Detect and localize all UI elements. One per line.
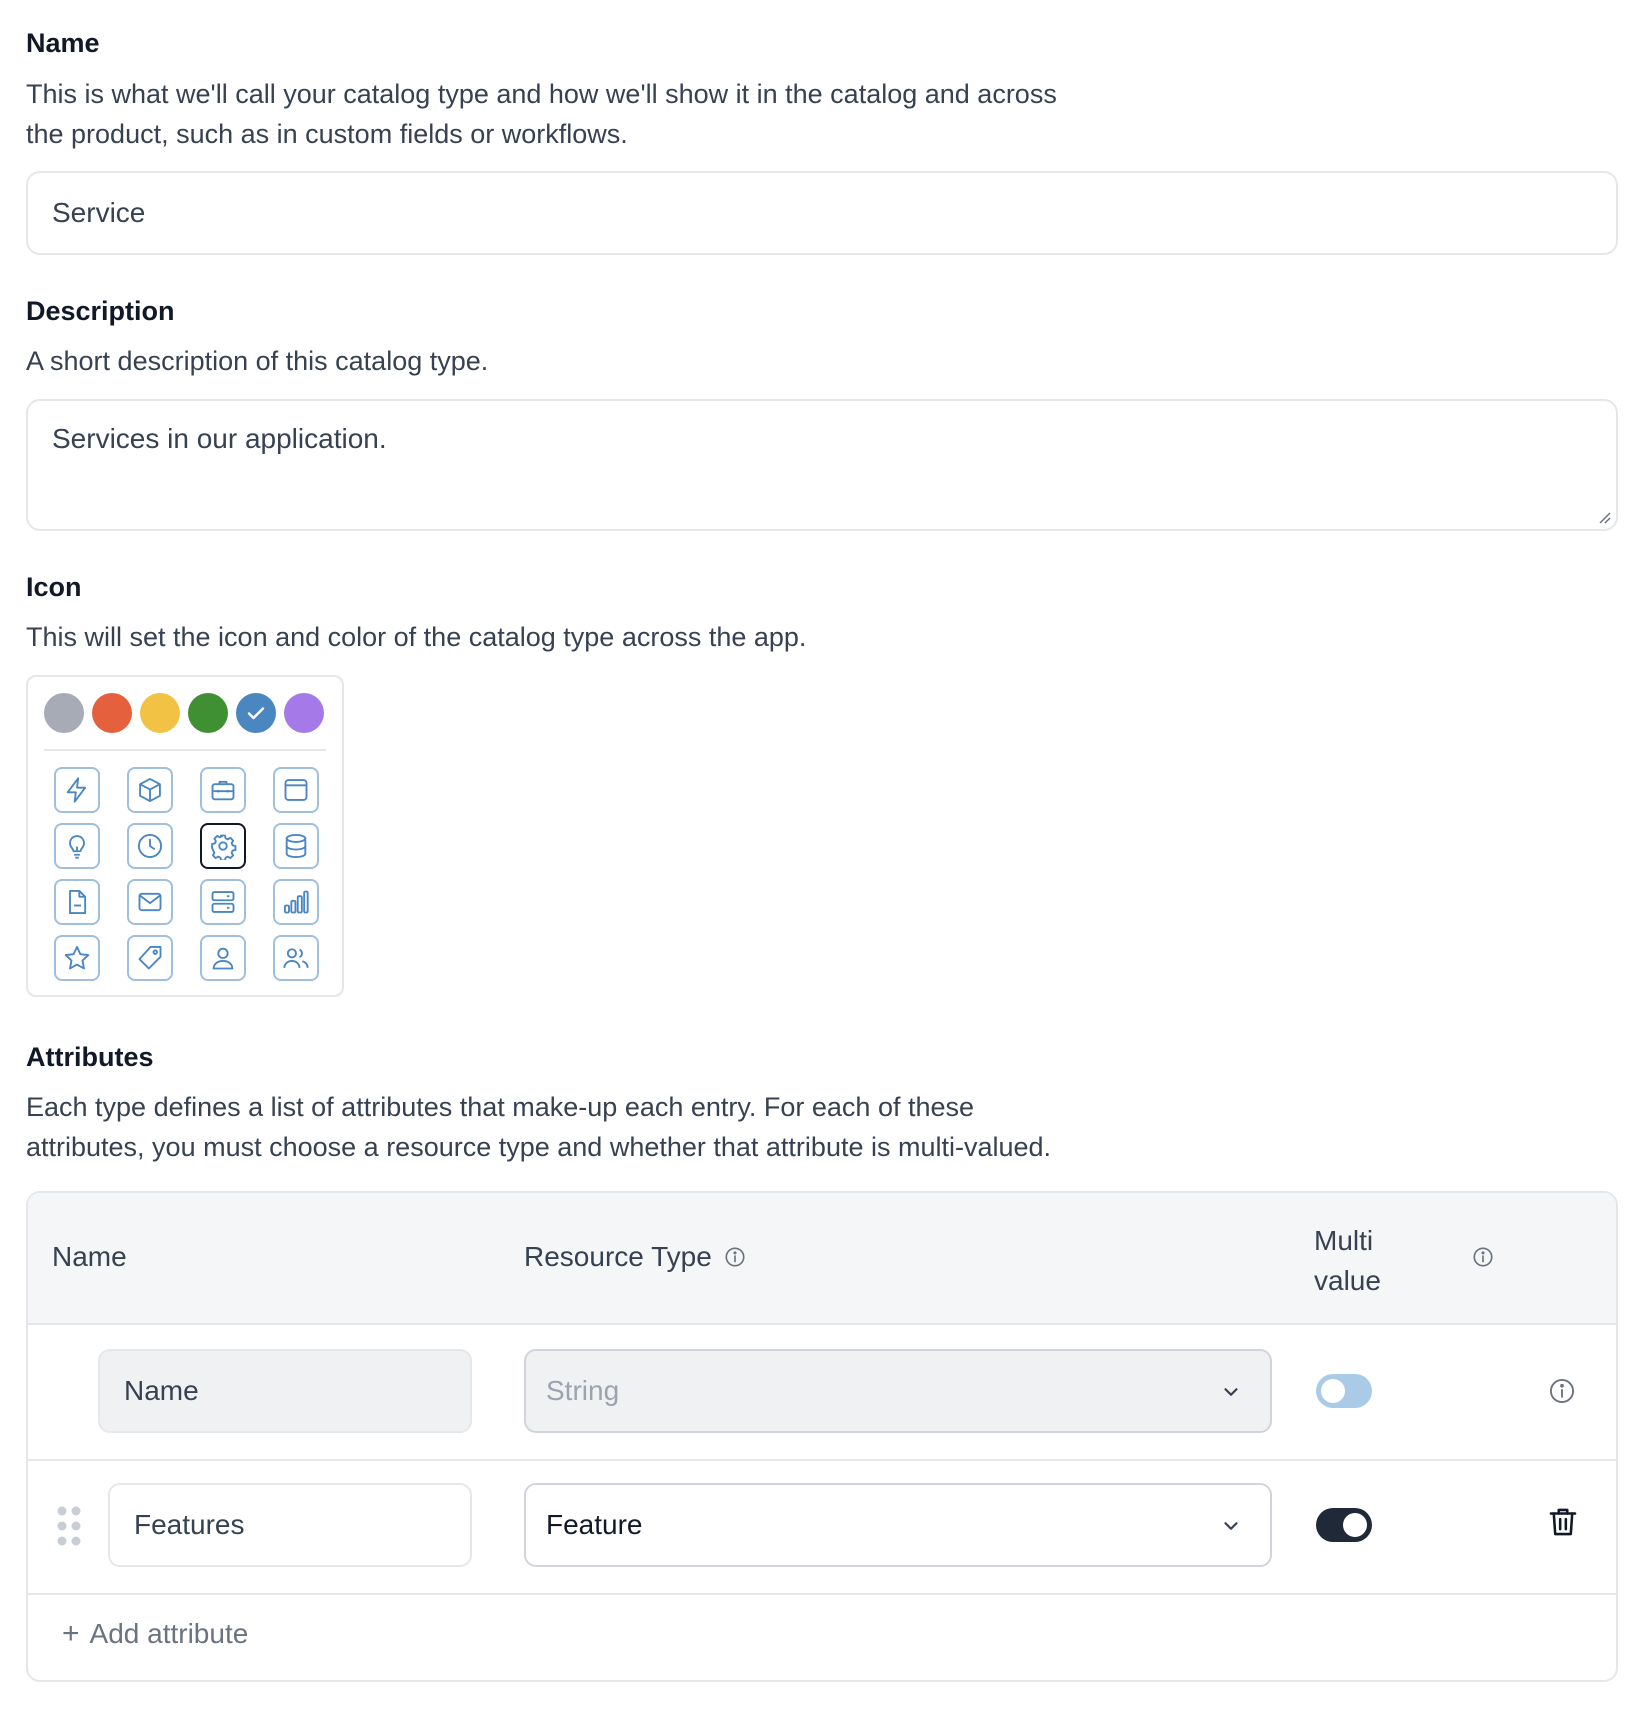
attributes-help-line2: attributes, you must choose a resource type and whether that attribute is multi-valued.: [26, 1132, 1052, 1162]
check-icon: [244, 701, 268, 725]
name-help: [26, 74, 1057, 154]
toggle-knob: [1343, 1513, 1367, 1537]
description-textarea-value: Services in our application.: [52, 423, 387, 454]
attribute-row: [28, 1325, 1616, 1461]
column-header-resource-type: [524, 1241, 746, 1273]
description-textarea[interactable]: [26, 399, 1618, 531]
add-attribute-row: [28, 1593, 1616, 1682]
attributes-help: [26, 1087, 1051, 1167]
icon-option-bolt[interactable]: [54, 767, 100, 813]
attributes-label: Attributes: [26, 1042, 154, 1072]
icon-option-browser[interactable]: [273, 767, 319, 813]
clock-icon: [136, 832, 164, 860]
resource-type-value: String: [546, 1375, 620, 1406]
drag-handle-icon[interactable]: [56, 1505, 82, 1547]
icon-picker: [26, 675, 344, 997]
file-icon: [63, 888, 91, 916]
bolt-icon: [63, 776, 91, 804]
column-header-multi-line1: Multi: [1314, 1225, 1374, 1256]
icon-option-database[interactable]: [273, 823, 319, 869]
name-input[interactable]: [26, 171, 1618, 255]
color-swatch-yellow[interactable]: [140, 693, 180, 733]
icon-option-mail[interactable]: [127, 879, 173, 925]
resource-type-select: [524, 1349, 1272, 1433]
icon-option-briefcase[interactable]: [200, 767, 246, 813]
attribute-name-input: [98, 1349, 472, 1433]
trash-icon[interactable]: [1546, 1505, 1580, 1539]
attributes-table-header: [28, 1193, 1616, 1325]
column-header-resource-type-label: Resource Type: [524, 1241, 712, 1272]
attributes-help-line1: Each type defines a list of attributes that make-up each entry. For each of these: [26, 1092, 975, 1122]
icon-help: This will set the icon and color of the catalog type across the app.: [26, 622, 807, 652]
icon-option-gear[interactable]: [200, 823, 246, 869]
bar-chart-icon: [282, 888, 310, 916]
browser-icon: [282, 776, 310, 804]
color-swatch-violet[interactable]: [284, 693, 324, 733]
chevron-down-icon: [1220, 1515, 1242, 1537]
attribute-name-value: Features: [134, 1509, 245, 1540]
add-attribute-button[interactable]: [62, 1617, 248, 1651]
picker-divider: [44, 749, 326, 751]
attribute-name-input[interactable]: [108, 1483, 472, 1567]
color-swatch-blue[interactable]: [236, 693, 276, 733]
resize-handle-icon[interactable]: [1596, 509, 1612, 525]
column-header-multi-value: [1314, 1221, 1381, 1301]
column-header-multi-line2: value: [1314, 1265, 1381, 1296]
attribute-row: [28, 1459, 1616, 1595]
toggle-knob: [1321, 1379, 1345, 1403]
color-swatch-red[interactable]: [92, 693, 132, 733]
info-icon[interactable]: [724, 1246, 746, 1268]
color-swatch-green[interactable]: [188, 693, 228, 733]
briefcase-icon: [209, 776, 237, 804]
name-label: Name: [26, 28, 100, 58]
database-icon: [282, 832, 310, 860]
color-swatch-grey[interactable]: [44, 693, 84, 733]
mail-icon: [136, 888, 164, 916]
description-help: A short description of this catalog type.: [26, 346, 489, 376]
server-icon: [209, 888, 237, 916]
icon-option-user[interactable]: [200, 935, 246, 981]
gear-icon: [209, 832, 237, 860]
users-icon: [282, 944, 310, 972]
icon-option-bar-chart[interactable]: [273, 879, 319, 925]
info-icon[interactable]: [1548, 1377, 1576, 1405]
icon-option-file[interactable]: [54, 879, 100, 925]
name-input-value: Service: [52, 197, 146, 228]
add-attribute-label: Add attribute: [89, 1618, 249, 1649]
icon-option-users[interactable]: [273, 935, 319, 981]
box-icon: [136, 776, 164, 804]
attributes-table: [26, 1191, 1618, 1682]
user-icon: [209, 944, 237, 972]
icon-option-server[interactable]: [200, 879, 246, 925]
icon-option-box[interactable]: [127, 767, 173, 813]
icon-option-bulb[interactable]: [54, 823, 100, 869]
name-help-line2: the product, such as in custom fields or workflows.: [26, 119, 628, 149]
tag-icon: [136, 944, 164, 972]
multi-value-toggle[interactable]: [1316, 1508, 1372, 1542]
bulb-icon: [63, 832, 91, 860]
column-header-name: Name: [52, 1241, 127, 1272]
chevron-down-icon: [1220, 1381, 1242, 1403]
icon-option-tag[interactable]: [127, 935, 173, 981]
name-help-line1: This is what we'll call your catalog type and how we'll show it in the catalog and across: [26, 79, 1057, 109]
resource-type-value: Feature: [546, 1509, 643, 1540]
description-label: Description: [26, 296, 175, 326]
plus-icon: +: [62, 1617, 80, 1650]
resource-type-select[interactable]: [524, 1483, 1272, 1567]
info-icon[interactable]: [1472, 1246, 1494, 1268]
attribute-name-value: Name: [124, 1375, 199, 1406]
icon-option-star[interactable]: [54, 935, 100, 981]
star-icon: [63, 944, 91, 972]
icon-option-clock[interactable]: [127, 823, 173, 869]
icon-label: Icon: [26, 572, 82, 602]
multi-value-toggle: [1316, 1374, 1372, 1408]
